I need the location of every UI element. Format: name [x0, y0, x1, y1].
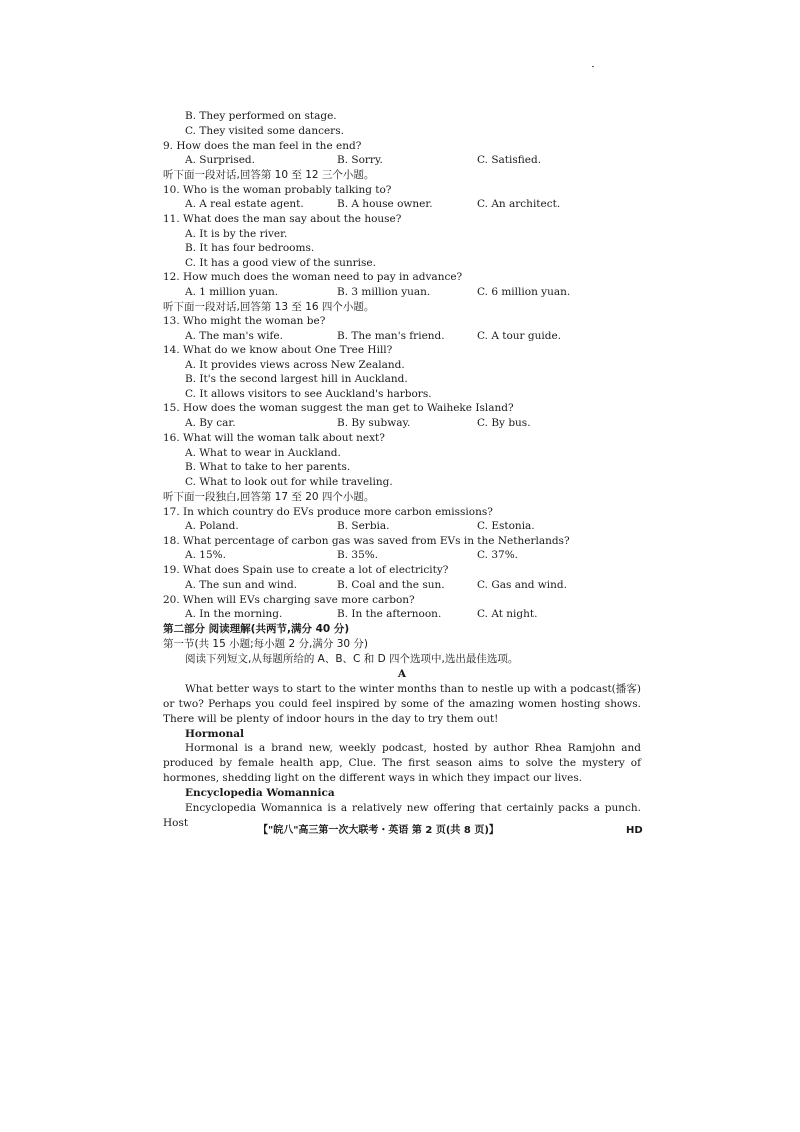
question-17: 17. In which country do EVs produce more carbon emissions?: [163, 506, 493, 518]
heading-encyclopedia-womannica: Encyclopedia Womannica: [185, 787, 335, 799]
question-15: 15. How does the woman suggest the man get to Waiheke Island?: [163, 402, 514, 414]
q15-option-b: B. By subway.: [337, 417, 411, 429]
question-13: 13. Who might the woman be?: [163, 315, 326, 327]
q13-option-a: A. The man's wife.: [185, 330, 283, 342]
instruction-17-20: 听下面一段独白,回答第 17 至 20 四个小题。: [163, 491, 375, 503]
q10-option-b: B. A house owner.: [337, 198, 433, 210]
q14-option-b: B. It's the second largest hill in Auckland.: [185, 373, 408, 385]
q15-option-a: A. By car.: [185, 417, 236, 429]
part-title: 第二部分 阅读理解(共两节,满分 40 分): [163, 623, 350, 635]
q20-option-b: B. In the afternoon.: [337, 608, 442, 620]
q18-option-b: B. 35%.: [337, 549, 379, 561]
q12-option-c: C. 6 million yuan.: [477, 286, 571, 298]
q16-option-c: C. What to look out for while traveling.: [185, 476, 393, 488]
page-footer: 【"皖八"高三第一次大联考・英语 第 2 页(共 8 页)】: [258, 825, 499, 836]
footer-code: HD: [626, 825, 643, 836]
q14-option-c: C. It allows visitors to see Auckland's harbors.: [185, 388, 432, 400]
q19-option-b: B. Coal and the sun.: [337, 579, 445, 591]
q10-option-a: A. A real estate agent.: [185, 198, 304, 210]
q16-option-a: A. What to wear in Auckland.: [185, 447, 341, 459]
q8-option-c: C. They visited some dancers.: [185, 125, 344, 137]
paragraph-hormonal: Hormonal is a brand new, weekly podcast, hosted by author Rhea Ramjohn and produced by female health app, Clue. The first season aims to solve the mystery of hormones, shedding light on the different ways in which they impact our lives.: [163, 742, 641, 784]
question-10: 10. Who is the woman probably talking to?: [163, 184, 392, 196]
reading-instruction: 阅读下列短文,从每题所给的 A、B、C 和 D 四个选项中,选出最佳选项。: [185, 653, 519, 665]
question-11: 11. What does the man say about the house?: [163, 213, 402, 225]
q12-option-a: A. 1 million yuan.: [185, 286, 279, 298]
q12-option-b: B. 3 million yuan.: [337, 286, 431, 298]
q17-option-a: A. Poland.: [185, 520, 239, 532]
q13-option-c: C. A tour guide.: [477, 330, 562, 342]
q18-option-a: A. 15%.: [185, 549, 226, 561]
section-title: 第一节(共 15 小题;每小题 2 分,满分 30 分): [163, 638, 368, 650]
paragraph-encyclopedia-womannica: Encyclopedia Womannica is a relatively new offering that certainly packs a punch. Host: [163, 802, 641, 829]
question-16: 16. What will the woman talk about next?: [163, 432, 385, 444]
q17-option-b: B. Serbia.: [337, 520, 390, 532]
question-20: 20. When will EVs charging save more carbon?: [163, 594, 415, 606]
q11-option-c: C. It has a good view of the sunrise.: [185, 257, 376, 269]
q10-option-c: C. An architect.: [477, 198, 561, 210]
heading-hormonal: Hormonal: [185, 728, 244, 740]
scan-speck: [592, 66, 594, 67]
q18-option-c: C. 37%.: [477, 549, 519, 561]
q14-option-a: A. It provides views across New Zealand.: [185, 359, 405, 371]
instruction-13-16: 听下面一段对话,回答第 13 至 16 四个小题。: [163, 301, 375, 313]
q20-option-a: A. In the morning.: [185, 608, 283, 620]
q9-option-c: C. Satisfied.: [477, 154, 542, 166]
q9-option-b: B. Sorry.: [337, 154, 383, 166]
q17-option-c: C. Estonia.: [477, 520, 535, 532]
q11-option-a: A. It is by the river.: [185, 228, 288, 240]
q19-option-a: A. The sun and wind.: [185, 579, 298, 591]
q16-option-b: B. What to take to her parents.: [185, 461, 351, 473]
q13-option-b: B. The man's friend.: [337, 330, 445, 342]
q11-option-b: B. It has four bedrooms.: [185, 242, 315, 254]
question-9: 9. How does the man feel in the end?: [163, 140, 362, 152]
question-18: 18. What percentage of carbon gas was saved from EVs in the Netherlands?: [163, 535, 570, 547]
q15-option-c: C. By bus.: [477, 417, 531, 429]
passage-intro: What better ways to start to the winter months than to nestle up with a podcast(播客) or two? Perhaps you could feel inspired by some of the amazing women hosting shows. There will be plenty of indoor hours in the day to try them out!: [163, 683, 641, 725]
q9-option-a: A. Surprised.: [185, 154, 255, 166]
q19-option-c: C. Gas and wind.: [477, 579, 567, 591]
q20-option-c: C. At night.: [477, 608, 538, 620]
instruction-10-12: 听下面一段对话,回答第 10 至 12 三个小题。: [163, 169, 375, 181]
q8-option-b: B. They performed on stage.: [185, 110, 337, 122]
question-12: 12. How much does the woman need to pay in advance?: [163, 271, 463, 283]
question-14: 14. What do we know about One Tree Hill?: [163, 344, 393, 356]
passage-label: A: [397, 668, 407, 680]
question-19: 19. What does Spain use to create a lot of electricity?: [163, 564, 449, 576]
